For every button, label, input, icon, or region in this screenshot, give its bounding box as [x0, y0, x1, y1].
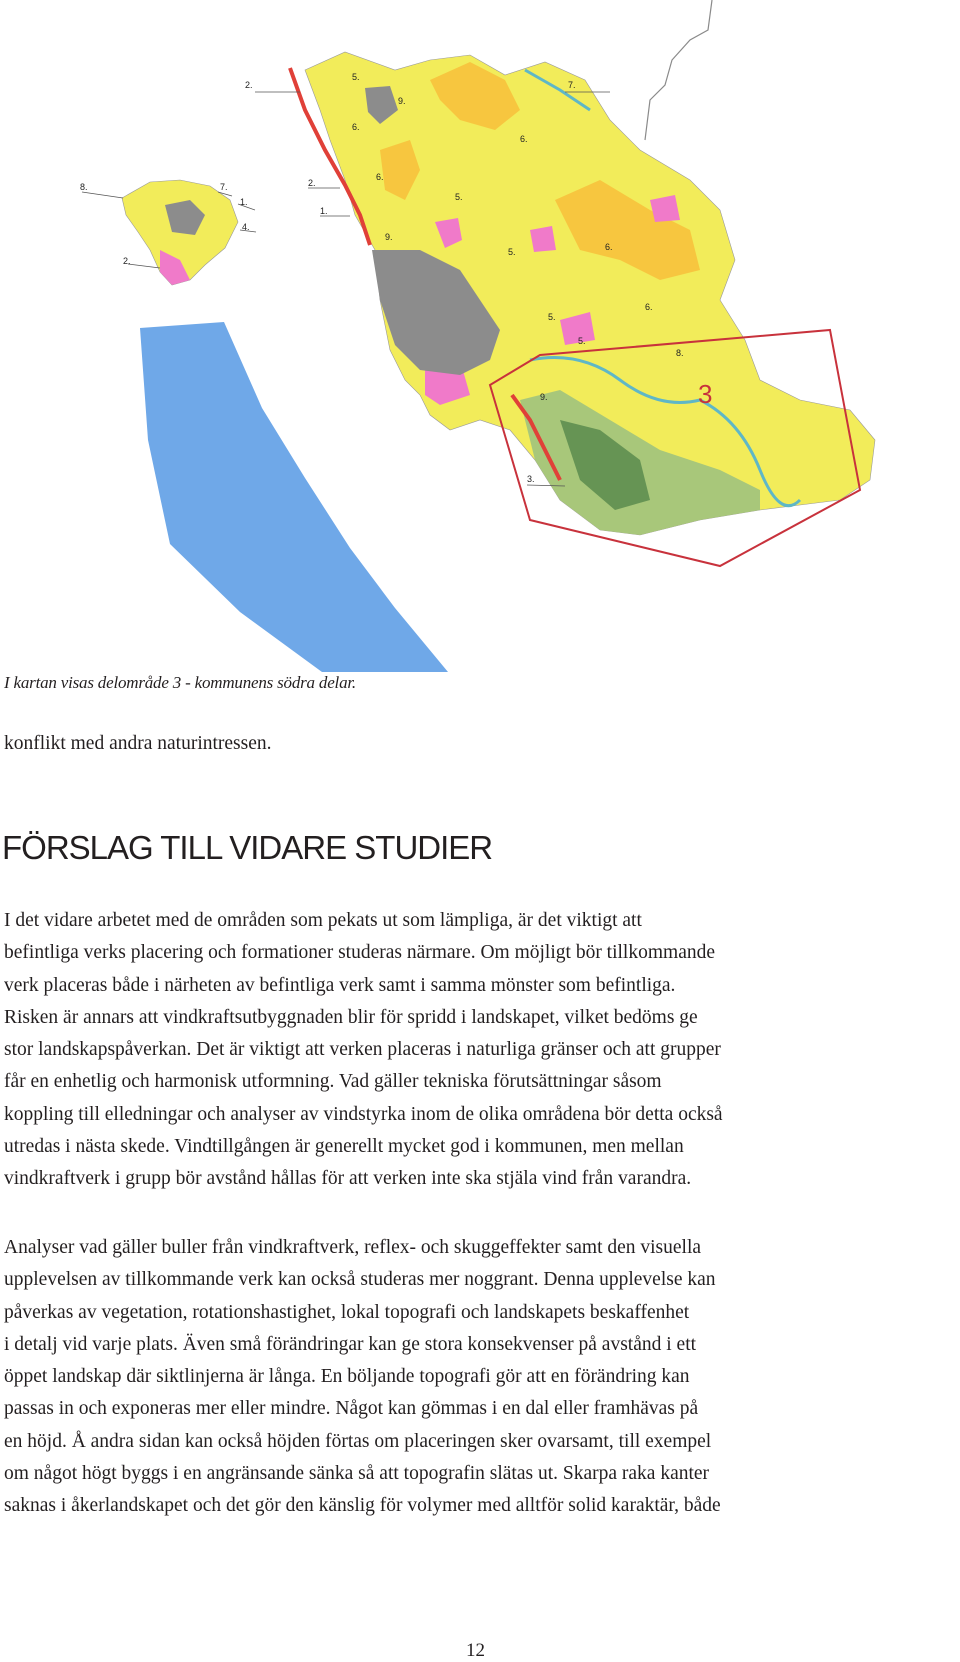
pink-zone — [530, 226, 556, 252]
sea-area — [140, 322, 448, 672]
map-label: 3. — [527, 474, 535, 484]
map-label: 5. — [455, 192, 463, 202]
map-graphic — [0, 0, 960, 672]
map-label: 6. — [605, 242, 613, 252]
map-label: 9. — [540, 392, 548, 402]
map-label: 8. — [676, 348, 684, 358]
continued-text: konflikt med andra naturintressen. — [4, 733, 272, 754]
map-label: 5. — [578, 336, 586, 346]
map-caption: I kartan visas delområde 3 - kommunens södra delar. — [4, 673, 356, 692]
text-line: i detalj vid varje plats. Även små förändringar kan ge stora konsekvenser på avstånd i ett — [4, 1333, 697, 1355]
text-line: en höjd. Å andra sidan kan också höjden förtas om placeringen sker ovarsamt, till exempel — [4, 1430, 712, 1452]
text-line: passas in och exponeras mer eller mindre. Något kan gömmas i en dal eller framhävas på — [4, 1398, 699, 1420]
page-number: 12 — [466, 1640, 485, 1661]
map-label: 8. — [80, 182, 88, 192]
map-label: 2. — [308, 178, 316, 188]
paragraph-2 — [4, 1232, 954, 1523]
text-line: I det vidare arbetet med de områden som pekats ut som lämpliga, är det viktigt att — [4, 910, 642, 931]
map-label: 6. — [376, 172, 384, 182]
map-label: 9. — [385, 232, 393, 242]
text-line: om något högt byggs i en angränsande sänka så att topografin slätas ut. Skarpa raka kanter — [4, 1463, 710, 1485]
map-label: 2. — [123, 256, 131, 266]
text-line: vindkraftverk i grupp bör avstånd hållas för att verken inte ska stjäla vind från varandra. — [4, 1168, 692, 1190]
map-label: 7. — [220, 182, 228, 192]
map-label: 6. — [352, 122, 360, 132]
border-line — [645, 0, 712, 140]
map-label: 7. — [568, 80, 576, 90]
text-line: saknas i åkerlandskapet och det gör den känslig för volymer med alltför solid karaktär, både — [4, 1495, 721, 1517]
map-label: 6. — [645, 302, 653, 312]
text-line: påverkas av vegetation, rotationshastighet, lokal topografi och landskapets beskaffenhet — [4, 1301, 690, 1323]
map-label: 1. — [320, 206, 328, 216]
text-line: upplevelsen av tillkommande verk kan också studeras mer noggrant. Denna upplevelse kan — [4, 1269, 716, 1291]
region-3-label: 3 — [698, 379, 713, 409]
map-label: 5. — [508, 247, 516, 257]
text-line: öppet landskap där siktlinjerna är långa. En böljande topografi gör att en förändring kan — [4, 1366, 690, 1388]
text-line: Analyser vad gäller buller från vindkraftverk, reflex- och skuggeffekter samt den visuella — [4, 1237, 702, 1258]
map-label: 5. — [352, 72, 360, 82]
map-label: 6. — [520, 134, 528, 144]
paragraph-1 — [4, 905, 954, 1196]
text-line: utredas i nästa skede. Vindtillgången är generellt mycket god i kommunen, men mellan — [4, 1136, 684, 1158]
municipality-map — [0, 0, 960, 672]
section-heading: FÖRSLAG TILL VIDARE STUDIER — [2, 829, 493, 866]
map-label: 2. — [245, 80, 253, 90]
text-line: Risken är annars att vindkraftsutbyggnaden blir för spridd i landskapet, vilket bedöms ge — [4, 1006, 698, 1028]
text-line: stor landskapspåverkan. Det är viktigt att verken placeras i naturliga gränser och att grupper — [4, 1039, 721, 1061]
map-label: 1. — [240, 197, 248, 207]
text-line: befintliga verks placering och formationer studeras närmare. Om möjligt bör tillkommande — [4, 942, 715, 964]
text-line: får en enhetlig och harmonisk utformning. Vad gäller tekniska förutsättningar såsom — [4, 1071, 662, 1093]
text-line: verk placeras både i närheten av befintliga verk samt i samma mönster som befintliga. — [4, 974, 676, 996]
text-line: koppling till elledningar och analyser av vindstyrka inom de olika områdena bör detta också — [4, 1103, 723, 1125]
map-label: 4. — [242, 222, 250, 232]
map-label: 5. — [548, 312, 556, 322]
map-label: 9. — [398, 96, 406, 106]
